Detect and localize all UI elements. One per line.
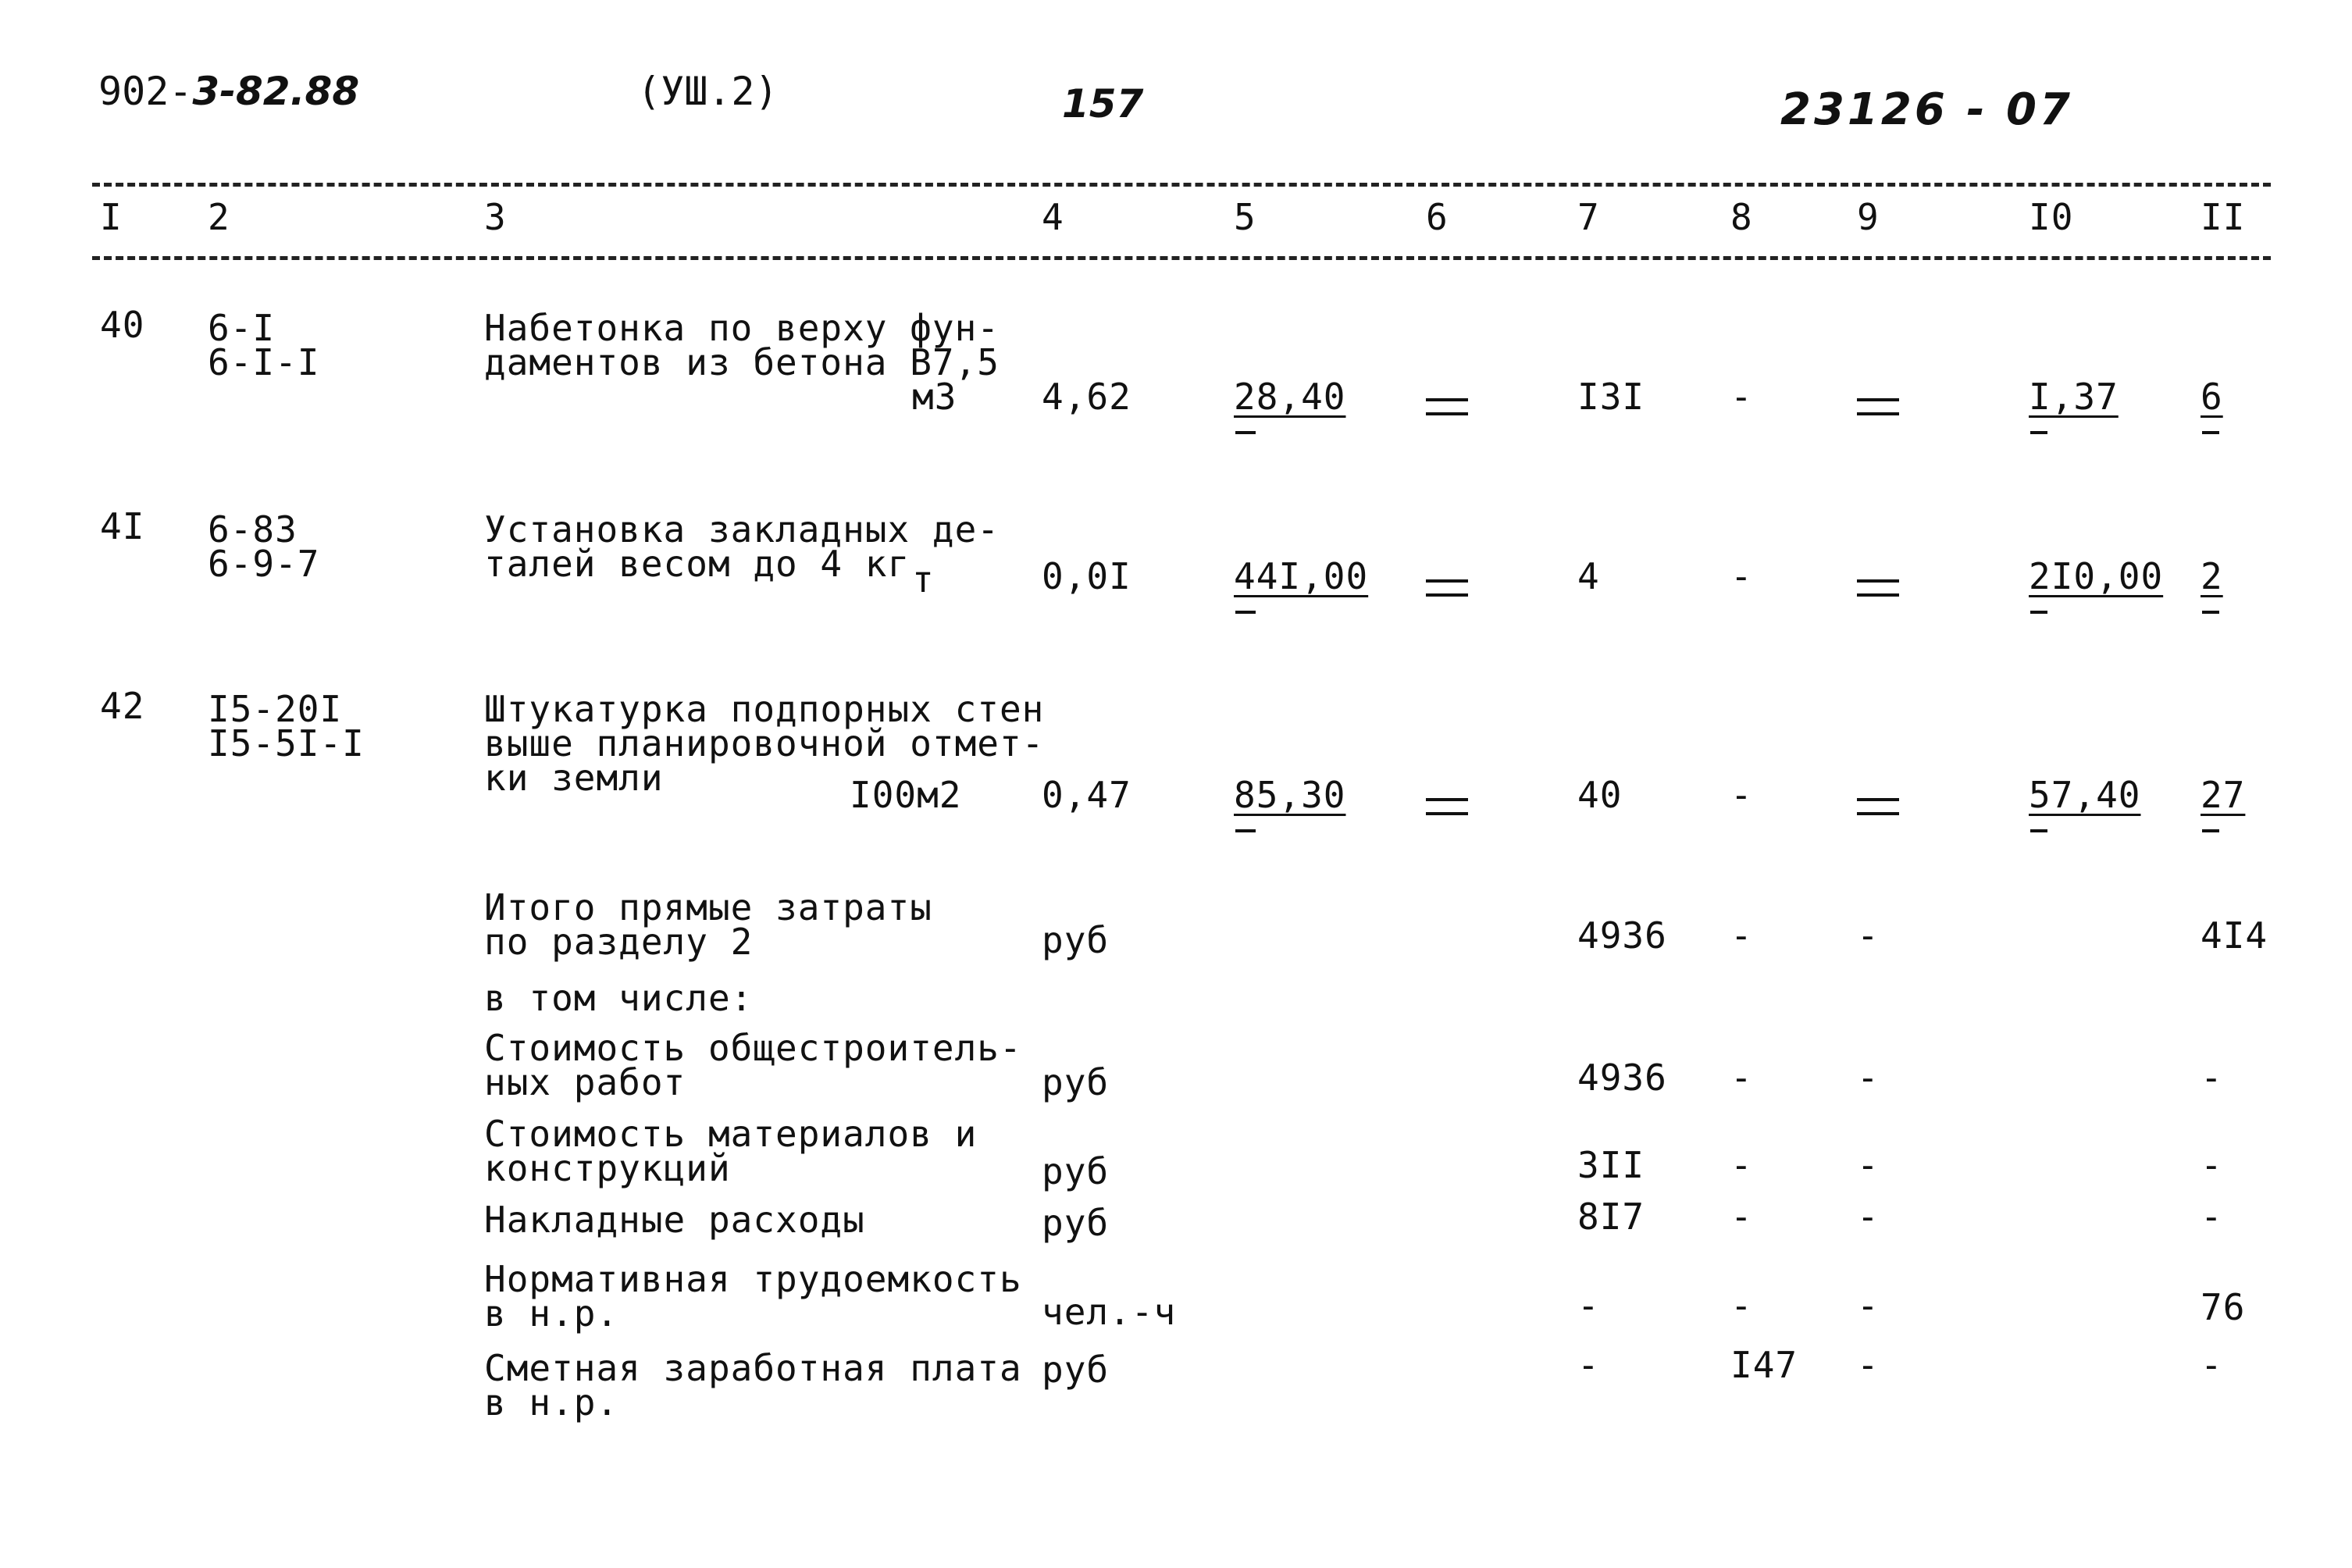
rate-code: 6-83 xyxy=(208,508,298,551)
doc-number-suffix: 3-82.88 xyxy=(192,69,360,114)
totals-col-7: 3II xyxy=(1577,1144,1645,1186)
col-8-value: - xyxy=(1730,376,1753,418)
unit: м3 xyxy=(912,376,957,418)
totals-col-9: - xyxy=(1857,1144,1880,1186)
totals-col-8: - xyxy=(1730,1196,1753,1238)
col-header-10: I0 xyxy=(2029,196,2074,238)
col-header-7: 7 xyxy=(1577,196,1600,238)
totals-unit: руб xyxy=(1042,919,1110,961)
unit: т xyxy=(912,558,935,600)
totals-col-11: 76 xyxy=(2201,1286,2246,1328)
rate-code: 6-9-7 xyxy=(208,543,320,585)
totals-label: в том числе: xyxy=(484,977,754,1019)
col-header-1: I xyxy=(100,196,123,238)
unit: I00м2 xyxy=(850,774,962,816)
totals-col-11: - xyxy=(2201,1057,2223,1099)
totals-col-9: - xyxy=(1857,1344,1880,1386)
totals-label: конструкций xyxy=(484,1147,731,1189)
totals-label: Сметная заработная плата xyxy=(484,1347,1022,1389)
totals-label: Нормативная трудоемкость xyxy=(484,1258,1022,1300)
section-code: (УШ.2) xyxy=(637,69,779,114)
header-rule-top xyxy=(92,183,2271,187)
total-cost: I3I xyxy=(1577,376,1645,418)
total-cost: 4 xyxy=(1577,555,1600,597)
double-dash-mark xyxy=(1426,398,1468,426)
totals-col-11: 4I4 xyxy=(2201,914,2268,957)
totals-col-8: - xyxy=(1730,1285,1753,1327)
rate-code: 6-I xyxy=(208,307,276,349)
totals-label: ных работ xyxy=(484,1061,686,1103)
col-header-2: 2 xyxy=(208,196,230,238)
totals-label: Итого прямые затраты xyxy=(484,886,932,928)
col-10-value: 2I0,00 xyxy=(2029,555,2164,597)
underline-mark xyxy=(2030,611,2047,614)
work-description: Набетонка по верху фун- xyxy=(484,307,1000,349)
page-number: 157 xyxy=(1062,81,1144,127)
underline-mark xyxy=(2202,431,2219,434)
row-number: 4I xyxy=(100,505,145,547)
unit-cost: 28,40 xyxy=(1234,376,1346,418)
work-description: ки земли xyxy=(484,757,664,799)
col-11-value: 2 xyxy=(2201,555,2223,597)
totals-col-7: - xyxy=(1577,1344,1600,1386)
quantity: 0,47 xyxy=(1042,774,1131,816)
col-header-8: 8 xyxy=(1730,196,1753,238)
col-10-value: I,37 xyxy=(2029,376,2119,418)
totals-unit: руб xyxy=(1042,1202,1110,1244)
header-rule-bottom xyxy=(92,256,2271,260)
doc-number-prefix: 902- xyxy=(98,69,193,114)
totals-col-9: - xyxy=(1857,1196,1880,1238)
totals-unit: руб xyxy=(1042,1349,1110,1391)
double-dash-mark xyxy=(1426,798,1468,826)
totals-col-8: I47 xyxy=(1730,1344,1798,1386)
rate-code: I5-20I xyxy=(208,688,343,730)
totals-col-11: - xyxy=(2201,1344,2223,1386)
rate-code: I5-5I-I xyxy=(208,722,365,764)
quantity: 4,62 xyxy=(1042,376,1131,418)
totals-col-9: - xyxy=(1857,1057,1880,1099)
work-description: выше планировочной отмет- xyxy=(484,722,1045,764)
underline-mark xyxy=(2202,611,2219,614)
totals-label: по разделу 2 xyxy=(484,921,754,963)
rate-code: 6-I-I xyxy=(208,341,320,383)
totals-col-7: - xyxy=(1577,1285,1600,1327)
underline-mark xyxy=(1235,431,1256,434)
doc-number xyxy=(98,69,360,114)
totals-col-7: 4936 xyxy=(1577,914,1667,957)
work-description: талей весом до 4 кг xyxy=(484,543,911,585)
col-header-4: 4 xyxy=(1042,196,1064,238)
double-dash-mark xyxy=(1857,798,1899,826)
totals-label: Стоимость общестроитель- xyxy=(484,1027,1022,1069)
totals-col-7: 4936 xyxy=(1577,1057,1667,1099)
totals-col-7: 8I7 xyxy=(1577,1196,1645,1238)
totals-col-11: - xyxy=(2201,1196,2223,1238)
totals-col-9: - xyxy=(1857,1285,1880,1327)
totals-col-11: - xyxy=(2201,1144,2223,1186)
totals-label: в н.р. xyxy=(484,1292,619,1335)
work-description: Штукатурка подпорных стен xyxy=(484,688,1045,730)
totals-label: Накладные расходы xyxy=(484,1199,865,1241)
totals-col-9: - xyxy=(1857,914,1880,957)
totals-col-8: - xyxy=(1730,914,1753,957)
work-description: Установка закладных де- xyxy=(484,508,1000,551)
quantity: 0,0I xyxy=(1042,555,1131,597)
double-dash-mark xyxy=(1857,398,1899,426)
col-header-9: 9 xyxy=(1857,196,1880,238)
col-11-value: 27 xyxy=(2201,774,2246,816)
underline-mark xyxy=(1235,611,1256,614)
double-dash-mark xyxy=(1857,579,1899,608)
underline-mark xyxy=(1235,829,1256,832)
row-number: 42 xyxy=(100,685,145,727)
col-header-3: 3 xyxy=(484,196,507,238)
col-8-value: - xyxy=(1730,774,1753,816)
totals-col-8: - xyxy=(1730,1144,1753,1186)
totals-unit: руб xyxy=(1042,1150,1110,1192)
col-header-11: II xyxy=(2201,196,2246,238)
col-header-5: 5 xyxy=(1234,196,1256,238)
row-number: 40 xyxy=(100,304,145,346)
underline-mark xyxy=(2030,829,2047,832)
unit-cost: 44I,00 xyxy=(1234,555,1369,597)
totals-unit: чел.-ч xyxy=(1042,1291,1177,1333)
double-dash-mark xyxy=(1426,579,1468,608)
col-10-value: 57,40 xyxy=(2029,774,2141,816)
document-code: 23126 - 07 xyxy=(1780,84,2073,135)
totals-col-8: - xyxy=(1730,1057,1753,1099)
underline-mark xyxy=(2030,431,2047,434)
unit-cost: 85,30 xyxy=(1234,774,1346,816)
totals-unit: руб xyxy=(1042,1061,1110,1103)
totals-label: Стоимость материалов и xyxy=(484,1113,978,1155)
underline-mark xyxy=(2202,829,2219,832)
col-8-value: - xyxy=(1730,555,1753,597)
total-cost: 40 xyxy=(1577,774,1623,816)
totals-label: в н.р. xyxy=(484,1381,619,1424)
col-header-6: 6 xyxy=(1426,196,1449,238)
work-description: даментов из бетона В7,5 xyxy=(484,341,1000,383)
col-11-value: 6 xyxy=(2201,376,2223,418)
